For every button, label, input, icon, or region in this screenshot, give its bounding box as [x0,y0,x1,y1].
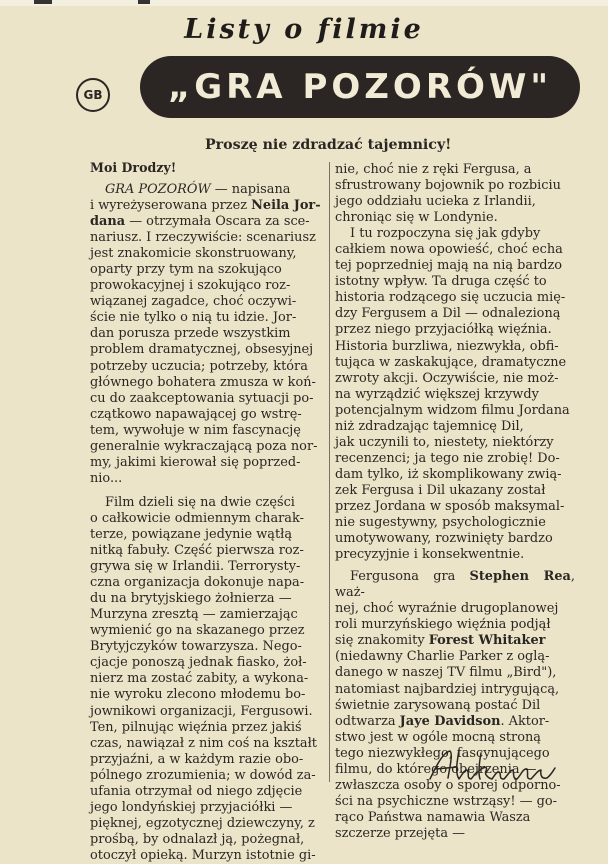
paragraph: Fergusona gra Stephen Rea, waż- nej, choć wyraźnie drugoplanowej roli murzyńskiego więźnia podjął się znakomity Forest Whitaker (niedawny Charlie Parker z oglą- danego w naszej TV filmu „Bird"), natomiast najbardziej intrygującą, świetnie zarysowaną postać Dil odtwarza Jaye Davidson. Aktor- stwo jest w ogóle mocną stroną tego niezwykłego, fascynującego filmu, do którego obejrzenia — zwłaszcza osoby o sporej odporno- ści na psychiczne wstrząsy! — go- rąco Państwa namawia Wasza szczerze przejęta — [335,569,575,841]
handwritten-signature [426,748,558,784]
actor-name: Forest Whitaker [428,633,546,649]
actor-name: Stephen Rea [469,569,571,585]
page-top-edge [0,0,608,6]
text-column-left [90,182,323,864]
greeting: Moi Drodzy! [90,160,177,175]
paragraph: nie, choć nie z ręki Fergusa, a sfrustrowany bojownik po rozbiciu jego oddziału ucieka z Irlandii, chroniąc się w Londynie. [335,162,561,226]
article-title: „GRA POZORÓW" [167,67,553,107]
section-badge: GB [76,78,110,112]
print-mark [138,0,150,4]
film-title-inline: GRA POZORÓW [105,182,211,197]
text-column-right [335,162,575,842]
print-mark [34,0,52,4]
director-name: dana [90,214,126,230]
subheadline: Proszę nie zdradzać tajemnicy! [205,137,452,153]
series-title: Listy o filmie [184,14,424,45]
paragraph: GRA POZORÓW — napisana i wyreżyserowana przez Neila Jor- dana — otrzymała Oscara za sce- nariusz. I rzeczywiście: scenariusz jest znakomicie skonstruowany, oparty przy tym na szokująco prowokacyjnej i szokująco roz- wiązanej zagadce, choć oczywi- ście nie tylko o nią tu idzie. Jor- dan porusza przede wszystkim problem dramatycznej, obsesyjnej potrzeby uczucia; potrzeby, która głównego bohatera zmusza w koń- cu do zaakceptowania sytuacji po- czątkowo napawającej go wstrę- tem, wywołuje w nim fascynację generalnie wykraczającą poza nor- my, jakimi kierował się poprzed- nio... [90,182,321,486]
column-divider [329,162,330,782]
actor-name: Jaye Davidson [399,713,501,729]
title-banner [140,56,580,118]
paragraph: Film dzieli się na dwie części o całkowicie odmiennym charak- terze, powiązane jedynie wątłą nitką fabuły. Część pierwsza roz- grywa się w Irlandii. Terrorysty- czna organizacja dokonuje napa- du na brytyjskiego żołnierza — Murzyna zresztą — zamierzając wymienić go na skazanego przez Brytyjczyków towarzysza. Nego- cjacje ponoszą jednak fiasko, żoł- nierz ma zostać zabity, a wykona- nie wyroku zlecono młodemu bo- jownikowi organizacji, Fergusowi. Ten, pilnując więźnia przez jakiś czas, nawiązał z nim coś na kształt przyjaźni, a w każdym razie obo- pólnego zrozumienia; w dowód za- ufania otrzymał od niego zdjęcie jego londyńskiej przyjaciółki — pięknej, egzotycznej dziewczyny, z prośbą, by odnalazł ją, pożegnał, otoczył opieką. Murzyn istotnie gi- [90,494,317,863]
paragraph: I tu rozpoczyna się jak gdyby całkiem nowa opowieść, choć echa tej poprzedniej mają na nią bardzo istotny wpływ. Ta druga część to historia rodzącego się uczucia mię- dzy Fergusem a Dil — odnalezioną przez niego przyjaciółką więźnia. Historia burzliwa, niezwykła, obfi- tująca w zaskakujące, dramatyczne zwroty akcji. Oczywiście, nie moż- na wyrządzić większej krzywdy potencjalnym widzom filmu Jordana niż zdradzając tajemnicę Dil, jak uczynili to, niestety, niektórzy recenzenci; ja tego nie zrobię! Do- dam tylko, iż skomplikowany zwią- zek Fergusa i Dil ukazany został przez Jordana w sposób maksymal- nie sugestywny, psychologicznie umotywowany, rozwinięty bardzo precyzyjnie i konsekwentnie. [335,226,570,563]
director-name: Neila Jor- [251,198,321,214]
